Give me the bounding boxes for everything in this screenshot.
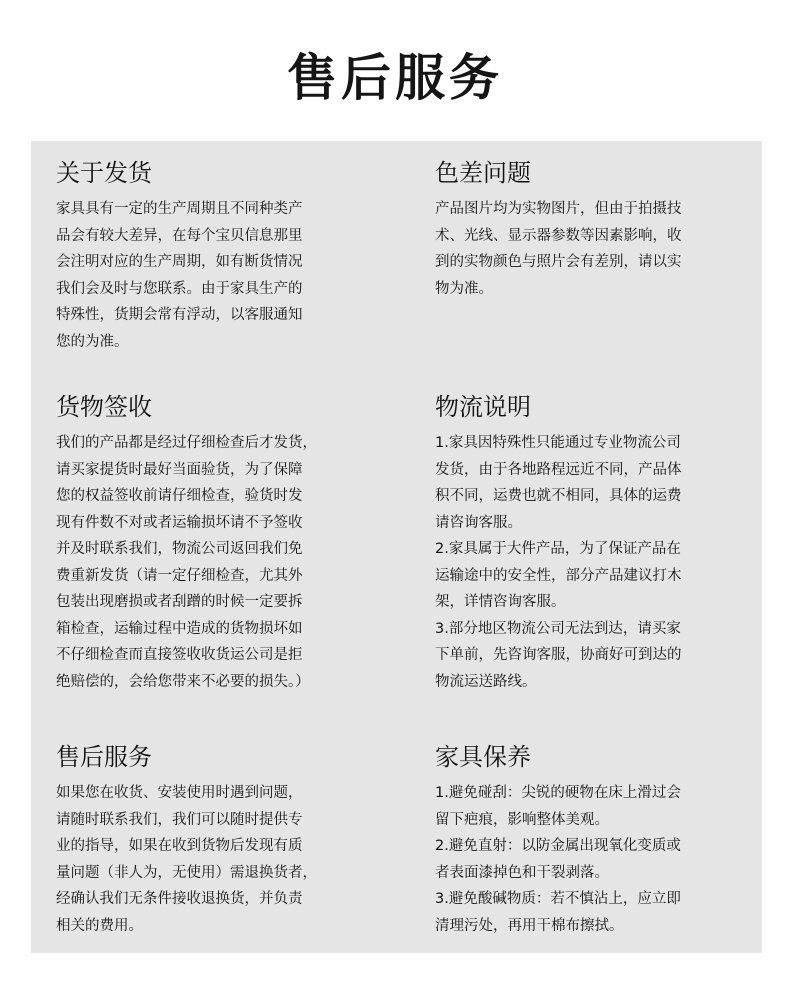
- section-receipt: [56, 390, 374, 695]
- section-heading: 物流说明: [435, 393, 531, 421]
- section-heading: 货物签收: [56, 393, 152, 421]
- section-logistics: [435, 390, 753, 695]
- page-title: 售后服务: [287, 49, 503, 107]
- section-body: 1.避免碰刮：尖锐的硬物在床上滑过会 留下疤痕，影响整体美观。 2.避免直射：以防金属出现氧化变质或 者表面漆掉色和干裂剥落。 3.避免酸碱物质：若不慎沾上，应立即 清理污处，再用干棉布擦拭。: [435, 785, 681, 934]
- section-heading: 家具保养: [435, 743, 531, 771]
- section-maintenance: [435, 740, 753, 939]
- section-body: 我们的产品都是经过仔细检查后才发货， 请买家提货时最好当面验货，为了保障 您的权益签收前请仔细检查，验货时发 现有件数不对或者运输损坏请不予签收 并及时联系我们，物流公司返回我们免 费重新发货（请一定仔细检查，尤其外 包装出现磨损或者刮蹭的时候一定要拆 箱检查，运输过程中造成的货物损坏如 不仔细检查而直接签收收货运公司是拒 绝赔偿的，会给您带来不必要的损失。）: [56, 435, 317, 690]
- section-body: 如果您在收货、安装使用时遇到问题， 请随时联系我们，我们可以随时提供专 业的指导，如果在收到货物后发现有质 量问题（非人为，无使用）需退换货者， 经确认我们无条件接收退换货，并负责 相关的费用。: [56, 785, 317, 934]
- section-after-sales: [56, 740, 374, 939]
- section-body: 产品图片均为实物图片，但由于拍摄技 术、光线、显示器参数等因素影响，收 到的实物颜色与照片会有差别，请以实 物为准。: [435, 201, 682, 297]
- section-heading: 关于发货: [56, 159, 152, 187]
- section-heading: 售后服务: [56, 743, 152, 771]
- section-body: 1.家具因特殊性只能通过专业物流公司 发货，由于各地路程远近不同，产品体 积不同，运费也就不相同，具体的运费 请咨询客服。 2.家具属于大件产品，为了保证产品在 运输途中的安全性，部分产品建议打木 架，详情咨询客服。 3.部分地区物流公司无法到达，请买家 下单前，先咨询客服，协商好可到达的 物流运送路线。: [435, 435, 682, 690]
- section-color-difference: [435, 156, 753, 302]
- section-heading: 色差问题: [435, 159, 531, 187]
- section-body: 家具具有一定的生产周期且不同种类产 品会有较大差异，在每个宝贝信息那里 会注明对应的生产周期，如有断货情况 我们会及时与您联系。由于家具生产的 特殊性，货期会常有浮动，以客服通知 您的为准。: [56, 201, 303, 350]
- section-shipping: [56, 156, 374, 355]
